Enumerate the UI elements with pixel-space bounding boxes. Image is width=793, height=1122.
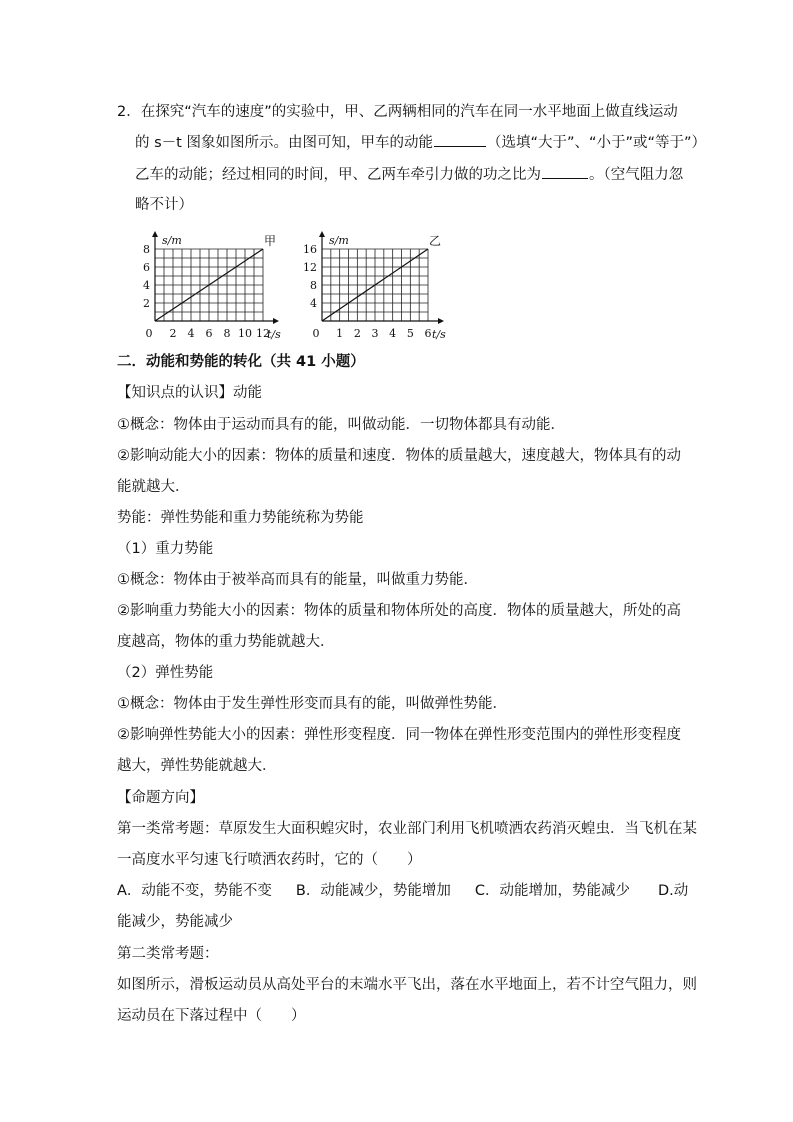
x-tick-label: 8 xyxy=(223,327,231,340)
gravity-factors-b: 度越高，物体的重力势能就越大． xyxy=(117,634,335,650)
potential-def: 势能：弹性势能和重力势能统称为势能 xyxy=(117,510,364,526)
direction-heading: 【命题方向】 xyxy=(117,790,204,806)
x-axis-arrow xyxy=(273,318,279,324)
q2-line-2a: 的 s－t 图象如图所示。由图可知，甲车的动能 xyxy=(135,135,433,151)
q2-line-4: 略不计） xyxy=(135,197,193,213)
option-b: B．动能减少，势能增加 xyxy=(295,883,451,899)
x-tick-label: 5 xyxy=(406,327,414,340)
type1-question-b: 一高度水平匀速飞行喷洒农药时，它的（ ） xyxy=(117,852,422,868)
type2-heading: 第二类常考题： xyxy=(117,946,219,962)
type1-options xyxy=(117,881,688,901)
q2-line-1: 2．在探究“汽车的速度”的实验中，甲、乙两辆相同的汽车在同一水平地面上做直线运动 xyxy=(117,104,678,120)
x-tick-label: 2 xyxy=(169,327,177,340)
type2-question-a: 如图所示，滑板运动员从高处平台的末端水平飞出，落在水平地面上，若不计空气阻力，则 xyxy=(117,977,697,993)
gravity-potential-heading: （1）重力势能 xyxy=(117,541,214,557)
y-axis-label: s/m xyxy=(329,234,349,247)
x-tick-label: 10 xyxy=(238,327,252,340)
x-tick-label: 0 xyxy=(312,327,320,340)
option-d-b: 能减少，势能减少 xyxy=(117,914,233,930)
type1-question-a: 第一类常考题：草原发生大面积蝗灾时，农业部门利用飞机喷洒农药消灭蝗虫．当飞机在某 xyxy=(117,821,697,837)
y-tick-label: 8 xyxy=(310,279,317,292)
kinetic-factors-a: ②影响动能大小的因素：物体的质量和速度．物体的质量越大，速度越大，物体具有的动 xyxy=(117,448,681,464)
kinetic-factors-b: 能就越大． xyxy=(117,479,190,495)
elastic-concept: ①概念：物体由于发生弹性形变而具有的能，叫做弹性势能． xyxy=(117,696,507,712)
y-axis-arrow xyxy=(319,231,325,237)
option-a: A．动能不变，势能不变 xyxy=(117,883,272,899)
y-tick-label: 16 xyxy=(303,243,317,256)
elastic-factors-a: ②影响弹性势能大小的因素：弹性形变程度．同一物体在弹性形变范围内的弹性形变程度 xyxy=(117,727,681,743)
chart-jia xyxy=(135,228,285,346)
option-c: C．动能增加，势能减少 xyxy=(474,883,630,899)
y-tick-label: 2 xyxy=(143,297,150,310)
x-tick-label: 3 xyxy=(371,327,379,340)
gravity-concept: ①概念：物体由于被举高而具有的能量，叫做重力势能． xyxy=(117,572,478,588)
x-tick-label: 0 xyxy=(145,327,153,340)
gravity-factors-a: ②影响重力势能大小的因素：物体的质量和物体所处的高度．物体的质量越大，所处的高 xyxy=(117,603,681,619)
y-tick-label: 4 xyxy=(143,279,150,292)
series-name-label: 乙 xyxy=(429,234,442,248)
elastic-potential-heading: （2）弹性势能 xyxy=(117,665,214,681)
x-axis-arrow xyxy=(438,318,444,324)
x-tick-label: 2 xyxy=(353,327,361,340)
y-tick-label: 6 xyxy=(143,261,150,274)
x-tick-label: 1 xyxy=(336,327,344,340)
x-tick-label: 6 xyxy=(205,327,213,340)
q2-line-2b: （选填“大于”、“小于”或“等于”） xyxy=(486,135,707,151)
answer-blank-1[interactable] xyxy=(434,132,486,147)
series-name-label: 甲 xyxy=(264,234,277,248)
y-tick-label: 4 xyxy=(310,297,317,310)
q2-line-3a: 乙车的动能；经过相同的时间，甲、乙两车牵引力做的功之比为 xyxy=(135,167,541,183)
option-d-a: D.动 xyxy=(658,883,689,899)
kinetic-concept: ①概念：物体由于运动而具有的能，叫做动能．一切物体都具有动能． xyxy=(117,417,565,433)
x-tick-label: 4 xyxy=(389,327,397,340)
y-axis-label: s/m xyxy=(162,234,182,247)
chart-yi xyxy=(296,228,456,346)
x-axis-label: t/s xyxy=(267,328,281,341)
x-tick-label: 6 xyxy=(424,327,432,340)
x-axis-label: t/s xyxy=(432,328,446,341)
elastic-factors-b: 越大，弹性势能就越大． xyxy=(117,758,277,774)
section-heading: 二．动能和势能的转化（共 41 小题） xyxy=(117,354,365,370)
type2-question-b: 运动员在下落过程中（ ） xyxy=(117,1008,306,1024)
answer-blank-2[interactable] xyxy=(542,164,588,179)
knowledge-heading: 【知识点的认识】动能 xyxy=(117,385,262,401)
q2-line-3 xyxy=(135,164,683,185)
x-tick-label: 12 xyxy=(256,327,270,340)
q2-line-2 xyxy=(135,132,706,153)
y-tick-label: 8 xyxy=(143,243,150,256)
y-axis-arrow xyxy=(152,231,158,237)
y-tick-label: 12 xyxy=(303,261,317,274)
q2-line-3b: 。（空气阻力忽 xyxy=(589,167,684,183)
x-tick-label: 4 xyxy=(187,327,195,340)
